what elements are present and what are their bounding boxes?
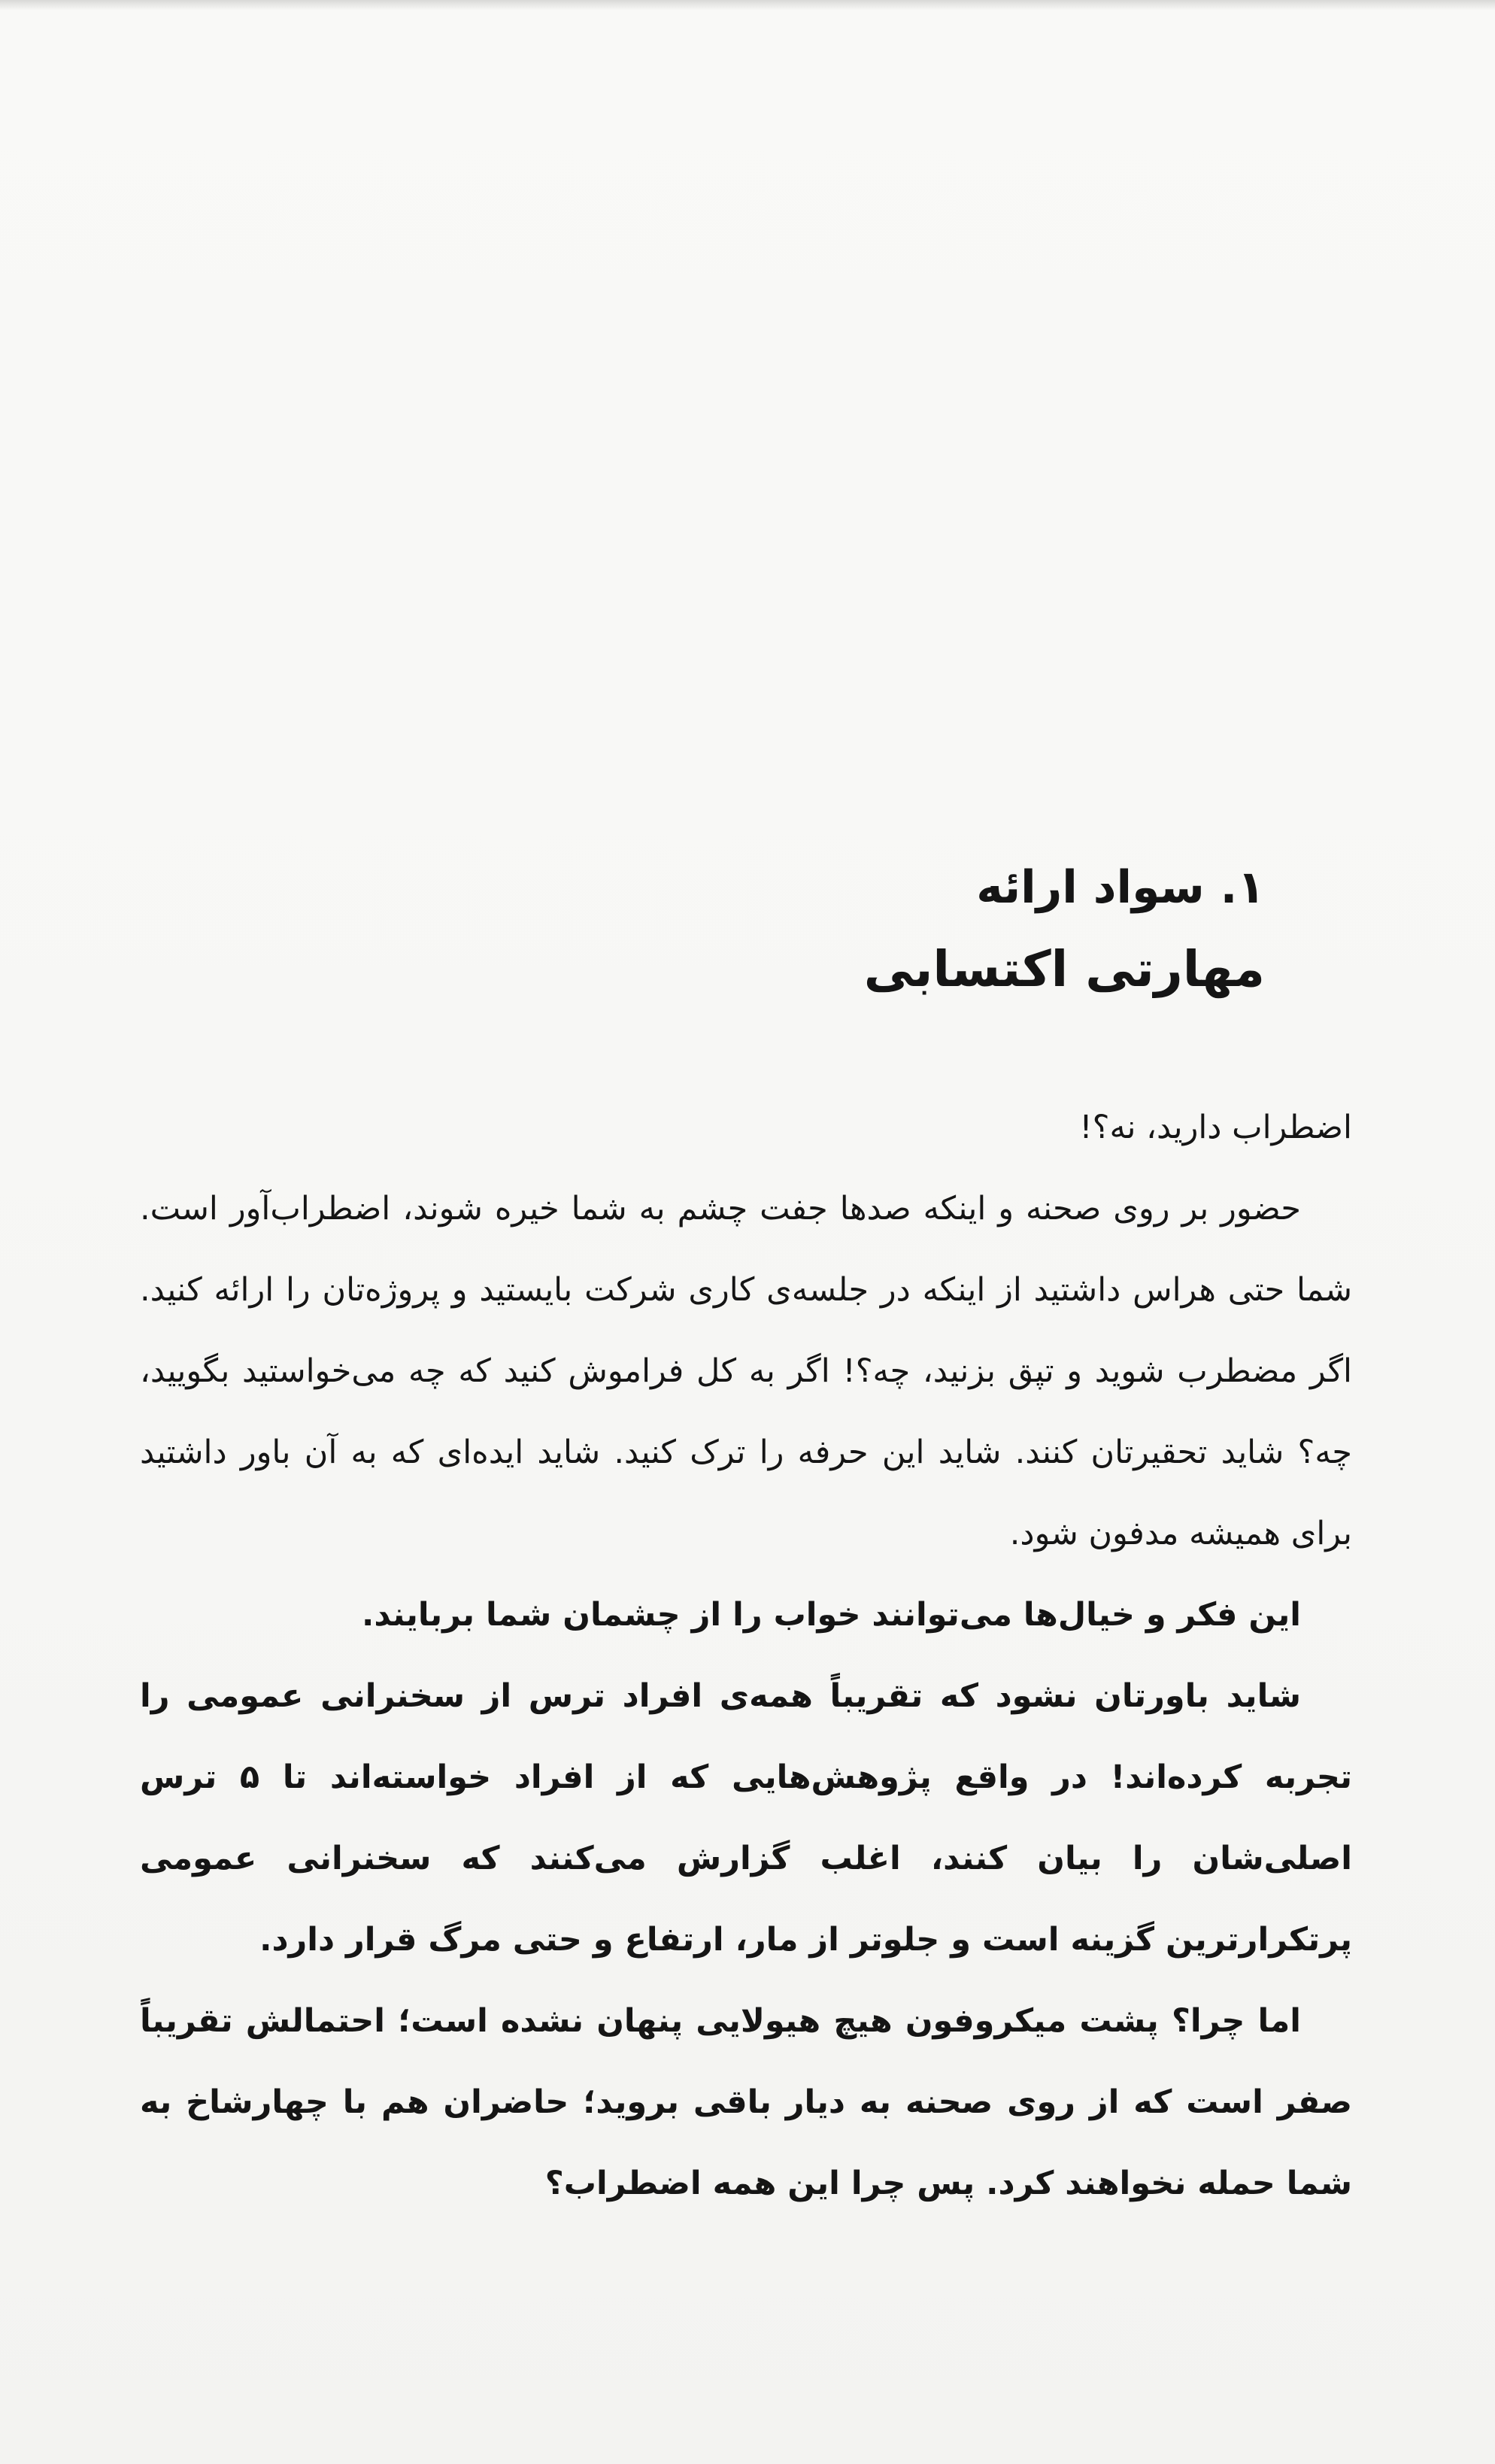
paragraph-opening-question: اضطراب دارید، نه؟! [1079, 1109, 1352, 1146]
paragraph-stage-anxiety: حضور بر روی صحنه و اینکه صدها جفت چشم به شما خیره شوند، اضطراب‌آور است. شما حتی هراس داشتید از اینکه در جلسه‌ی کاری شرکت بایستید و پروژه‌تان را ارائه کنید. اگر مضطرب شوید و تپق بزنید، چه؟! اگر به کل فراموش کنید که چه می‌خواستید بگویید، چه؟ شاید تحقیرتان کنند. شاید این حرفه را ترک کنید. شاید ایده‌ای که به آن باور داشتید برای همیشه مدفون شود. [140, 1190, 1352, 1552]
chapter-number-title: ۱. سواد ارائه [976, 861, 1265, 914]
body-text [140, 1087, 1352, 2224]
paragraph-sleep-thoughts: این فکر و خیال‌ها می‌توانند خواب را از چشمان شما بربایند. [361, 1596, 1301, 1634]
paragraph-public-speaking-fear: شاید باورتان نشود که تقریباً همه‌ی افراد ترس از سخنرانی عمومی را تجربه کرده‌اند! در واقع پژوهش‌هایی که از افراد خواسته‌اند تا ۵ ترس اصلی‌شان را بیان کنند، اغلب گزارش می‌کنند که سخنرانی عمومی پرتکرارترین گزینه است و جلوتر از مار، ارتفاع و حتی مرگ قرار دارد. [140, 1677, 1352, 1959]
page-top-edge [0, 0, 1495, 11]
chapter-heading [738, 861, 1265, 998]
paragraph-why-anxiety: اما چرا؟ پشت میکروفون هیچ هیولایی پنهان نشده است؛ احتمالش تقریباً صفر است که از روی صحنه به دیار باقی بروید؛ حاضران هم با چهارشاخ به شما حمله نخواهند کرد. پس چرا این همه اضطراب؟ [140, 2002, 1352, 2202]
chapter-subtitle: مهارتی اکتسابی [863, 940, 1265, 998]
